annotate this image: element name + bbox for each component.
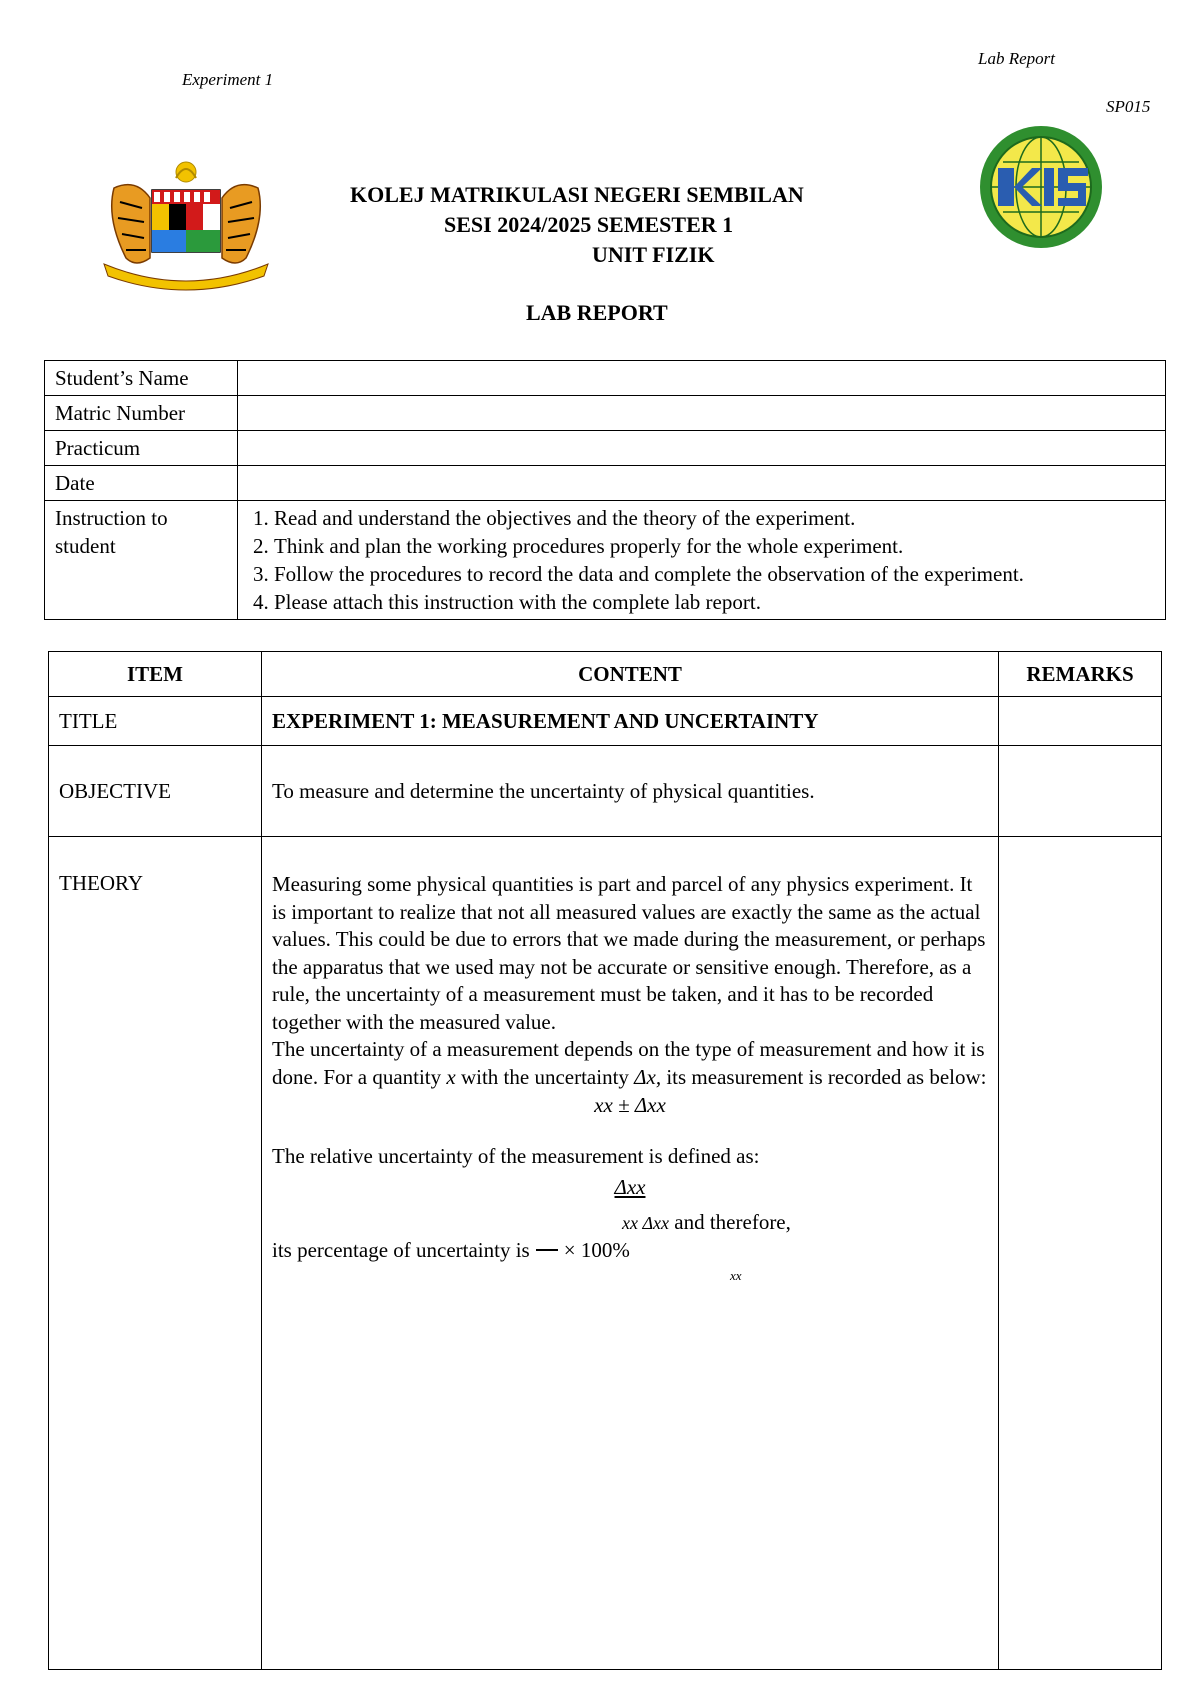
title-remarks[interactable] <box>999 697 1162 746</box>
percentage-text: its percentage of uncertainty is <box>272 1238 530 1262</box>
college-logo <box>978 124 1104 250</box>
instruction-item: 3. Follow the procedures to record the data and complete the observation of the experiment. <box>274 560 1155 588</box>
table-row <box>49 746 1162 837</box>
column-header-content: CONTENT <box>262 652 999 697</box>
header-lab-report: Lab Report <box>978 49 1055 68</box>
column-header-remarks: REMARKS <box>999 652 1162 697</box>
matric-number-label: Matric Number <box>45 396 238 431</box>
theory-variable-x: x <box>446 1064 456 1089</box>
institution-session: SESI 2024/2025 SEMESTER 1 <box>444 212 734 237</box>
column-header-item: ITEM <box>49 652 262 697</box>
document-title: LAB REPORT <box>526 300 668 325</box>
instruction-item: 4. Please attach this instruction with the complete lab report. <box>274 588 1155 616</box>
table-row <box>49 837 1162 1670</box>
practicum-field[interactable] <box>238 431 1166 466</box>
header-experiment: Experiment 1 <box>182 70 274 89</box>
relative-uncertainty-formula: Δxx <box>614 1175 646 1199</box>
instruction-item: 2. Think and plan the working procedures properly for the whole experiment. <box>274 532 1155 560</box>
theory-label: THEORY <box>49 837 262 1670</box>
theory-variable-dx: Δx, <box>634 1064 662 1089</box>
instruction-list <box>248 504 1155 616</box>
table-row <box>45 361 1166 396</box>
theory-paragraph <box>272 871 988 1091</box>
theory-paragraph-2c: its measurement is recorded as below: <box>661 1064 987 1089</box>
theory-remarks[interactable] <box>999 837 1162 1670</box>
instruction-item: 1. Read and understand the objectives and the theory of the experiment. <box>274 504 1155 532</box>
objective-remarks[interactable] <box>999 746 1162 837</box>
percentage-line <box>272 1238 630 1263</box>
table-row <box>45 396 1166 431</box>
percentage-formula: × 100% <box>563 1238 630 1262</box>
percentage-top-text: and therefore, <box>669 1210 791 1234</box>
table-row <box>45 431 1166 466</box>
objective-label: OBJECTIVE <box>49 746 262 837</box>
fraction-bar <box>536 1249 558 1251</box>
title-value: EXPERIMENT 1: MEASUREMENT AND UNCERTAINTY <box>262 697 999 746</box>
objective-value: To measure and determine the uncertainty of physical quantities. <box>262 746 999 837</box>
measurement-formula: xx ± Δxx <box>594 1093 666 1117</box>
institution-header <box>330 180 880 270</box>
date-label: Date <box>45 466 238 501</box>
theory-paragraph-2a: The uncertainty of a measurement depends on the type of measurement and how it is done. For a quantity <box>272 1037 985 1089</box>
percentage-denominator: xx <box>730 1268 742 1283</box>
title-label: TITLE <box>49 697 262 746</box>
instruction-cell <box>238 501 1166 620</box>
table-header-row <box>49 652 1162 697</box>
student-name-label: Student’s Name <box>45 361 238 396</box>
table-row <box>45 501 1166 620</box>
practicum-label: Practicum <box>45 431 238 466</box>
theory-paragraph-2b: with the uncertainty <box>455 1064 635 1089</box>
coat-of-arms-logo <box>96 158 276 293</box>
table-row <box>49 697 1162 746</box>
percentage-top <box>622 1210 791 1235</box>
table-row <box>45 466 1166 501</box>
theory-content <box>262 837 999 1670</box>
student-info-table <box>44 360 1166 620</box>
report-content-table <box>48 651 1162 1670</box>
student-name-field[interactable] <box>238 361 1166 396</box>
instruction-label: Instruction to student <box>45 501 238 620</box>
institution-name: KOLEJ MATRIKULASI NEGERI SEMBILAN <box>350 182 804 207</box>
institution-unit: UNIT FIZIK <box>592 242 715 267</box>
percentage-uncertainty-block <box>272 1210 988 1283</box>
header-course-code: SP015 <box>1106 97 1151 116</box>
matric-number-field[interactable] <box>238 396 1166 431</box>
date-field[interactable] <box>238 466 1166 501</box>
relative-uncertainty-text: The relative uncertainty of the measurement is defined as: <box>272 1144 760 1168</box>
percentage-top-formula: xx Δxx <box>622 1213 670 1233</box>
theory-paragraph-1: Measuring some physical quantities is part and parcel of any physics experiment. It is important to realize that not all measured values are exactly the same as the actual values. This could be due to errors that we made during the measurement, or perhaps the apparatus that we used may not be accurate or sensitive enough. Therefore, as a rule, the uncertainty of a measurement must be taken, and it has to be recorded together with the measured value. <box>272 872 986 1034</box>
